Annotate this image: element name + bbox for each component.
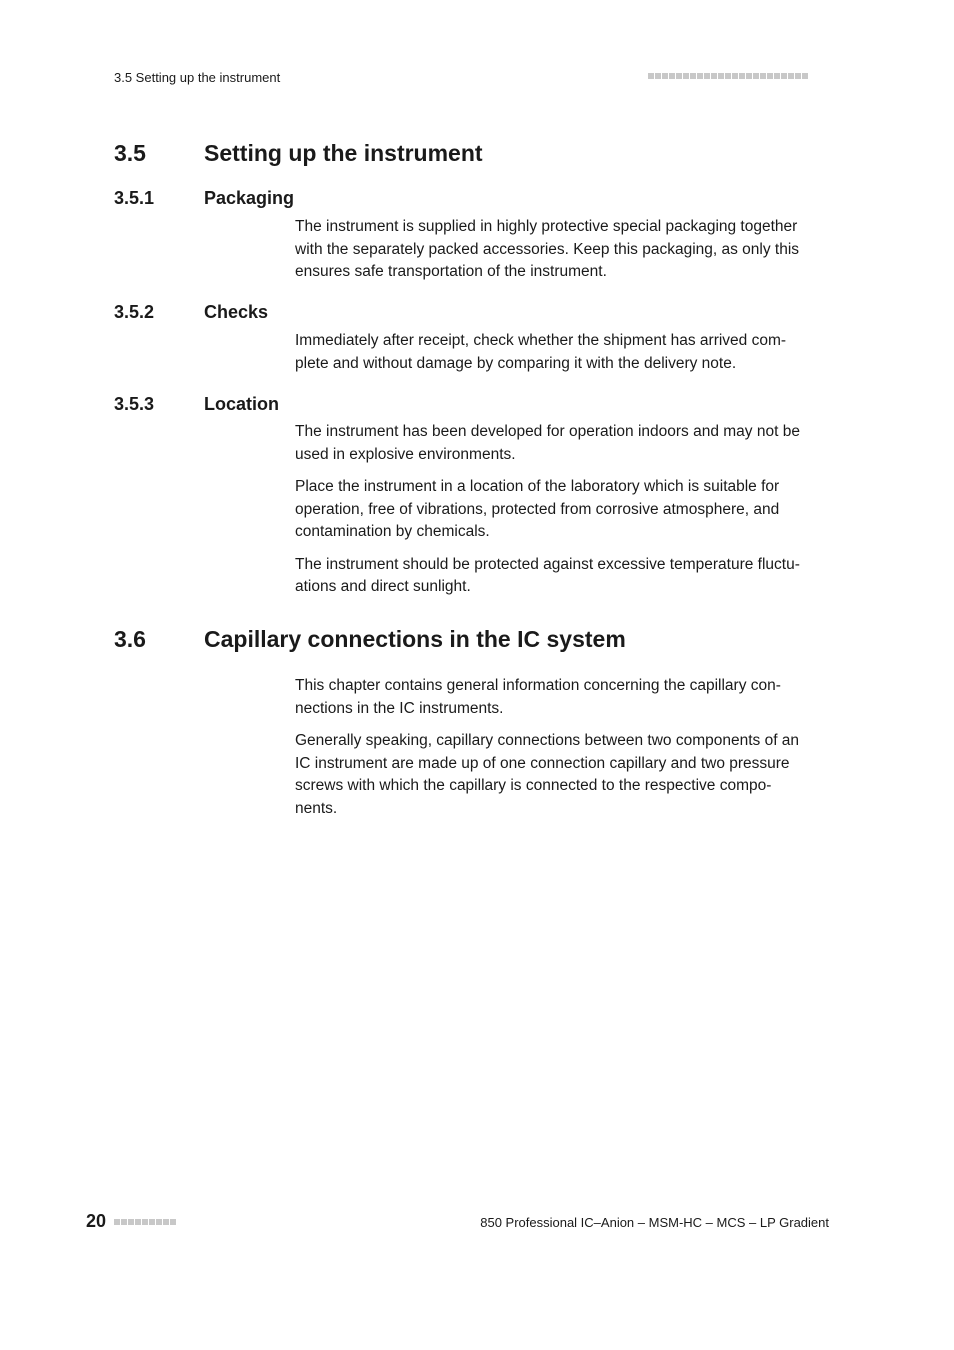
- paragraph: [295, 421, 835, 466]
- decor-square: [655, 73, 661, 79]
- paragraph: [295, 216, 835, 284]
- decor-square: [725, 73, 731, 79]
- section-heading-3-6: [114, 626, 626, 653]
- text-line: contamination by chemicals.: [295, 523, 490, 540]
- subsection-title: Checks: [204, 302, 269, 322]
- decor-square: [746, 73, 752, 79]
- section-number: 3.6: [114, 626, 146, 652]
- text-line: nents.: [295, 799, 338, 817]
- location-text: [295, 421, 835, 609]
- checks-text: [295, 330, 835, 385]
- text-line: IC instrument are made up of one connection capillary and two pressure: [295, 754, 790, 772]
- decor-square: [718, 73, 724, 79]
- text-line: ensures safe transportation of the instrument.: [295, 263, 607, 280]
- decor-square: [121, 1219, 127, 1225]
- footer-decoration: [114, 1219, 176, 1225]
- paragraph: [295, 330, 835, 375]
- subsection-heading-3-5-3: [114, 394, 279, 415]
- paragraph: [295, 730, 835, 820]
- decor-square: [788, 73, 794, 79]
- text-line: operation, free of vibrations, protected from corrosive atmosphere, and: [295, 500, 780, 518]
- header-decoration: [648, 73, 808, 79]
- decor-square: [142, 1219, 148, 1225]
- packaging-text: [295, 216, 835, 294]
- decor-square: [149, 1219, 155, 1225]
- decor-square: [760, 73, 766, 79]
- subsection-title: Location: [204, 394, 279, 414]
- text-line: The instrument is supplied in highly protective special packaging together: [295, 218, 798, 235]
- text-line: plete and without damage by comparing it with the delivery note.: [295, 354, 737, 372]
- decor-square: [662, 73, 668, 79]
- decor-square: [114, 1219, 120, 1225]
- text-line: The instrument has been developed for operation indoors and may not be: [295, 423, 800, 440]
- text-line: screws with which the capillary is connected to the respective compo-: [295, 777, 772, 794]
- text-line: The instrument should be protected against excessive temperature fluctu-: [295, 555, 800, 573]
- subsection-title: Packaging: [204, 188, 295, 208]
- subsection-number: 3.5.3: [114, 394, 155, 414]
- section-title: Setting up the instrument: [204, 140, 483, 166]
- paragraph: [295, 675, 835, 720]
- decor-square: [697, 73, 703, 79]
- subsection-number: 3.5.2: [114, 302, 155, 322]
- paragraph: [295, 554, 835, 599]
- running-header: 3.5 Setting up the instrument: [114, 70, 281, 85]
- decor-square: [802, 73, 808, 79]
- text-line: Generally speaking, capillary connections between two components of an: [295, 732, 800, 749]
- decor-square: [753, 73, 759, 79]
- text-line: with the separately packed accessories. Keep this packaging, as only this: [295, 240, 800, 258]
- decor-square: [669, 73, 675, 79]
- decor-square: [774, 73, 780, 79]
- decor-square: [170, 1219, 176, 1225]
- paragraph: [295, 476, 835, 544]
- decor-square: [795, 73, 801, 79]
- text-line: Place the instrument in a location of the laboratory which is suitable for: [295, 478, 780, 495]
- decor-square: [163, 1219, 169, 1225]
- decor-square: [767, 73, 773, 79]
- decor-square: [676, 73, 682, 79]
- decor-square: [648, 73, 654, 79]
- decor-square: [732, 73, 738, 79]
- decor-square: [690, 73, 696, 79]
- text-line: This chapter contains general information concerning the capillary con-: [295, 677, 781, 694]
- text-line: nections in the IC instruments.: [295, 699, 504, 717]
- text-line: ations and direct sunlight.: [295, 578, 471, 595]
- decor-square: [683, 73, 689, 79]
- decor-square: [711, 73, 717, 79]
- decor-square: [739, 73, 745, 79]
- subsection-heading-3-5-2: [114, 302, 268, 323]
- text-line: used in explosive environments.: [295, 445, 516, 463]
- capillary-text: [295, 675, 835, 830]
- decor-square: [156, 1219, 162, 1225]
- section-heading-3-5: [114, 140, 483, 167]
- decor-square: [781, 73, 787, 79]
- section-title: Capillary connections in the IC system: [204, 626, 626, 652]
- section-number: 3.5: [114, 140, 146, 166]
- decor-square: [704, 73, 710, 79]
- text-line: Immediately after receipt, check whether the shipment has arrived com-: [295, 332, 787, 349]
- subsection-number: 3.5.1: [114, 188, 155, 208]
- page-number: 20: [86, 1211, 107, 1231]
- decor-square: [128, 1219, 134, 1225]
- document-title: 850 Professional IC–Anion – MSM-HC – MCS – LP Gradient: [480, 1215, 829, 1230]
- subsection-heading-3-5-1: [114, 188, 294, 209]
- decor-square: [135, 1219, 141, 1225]
